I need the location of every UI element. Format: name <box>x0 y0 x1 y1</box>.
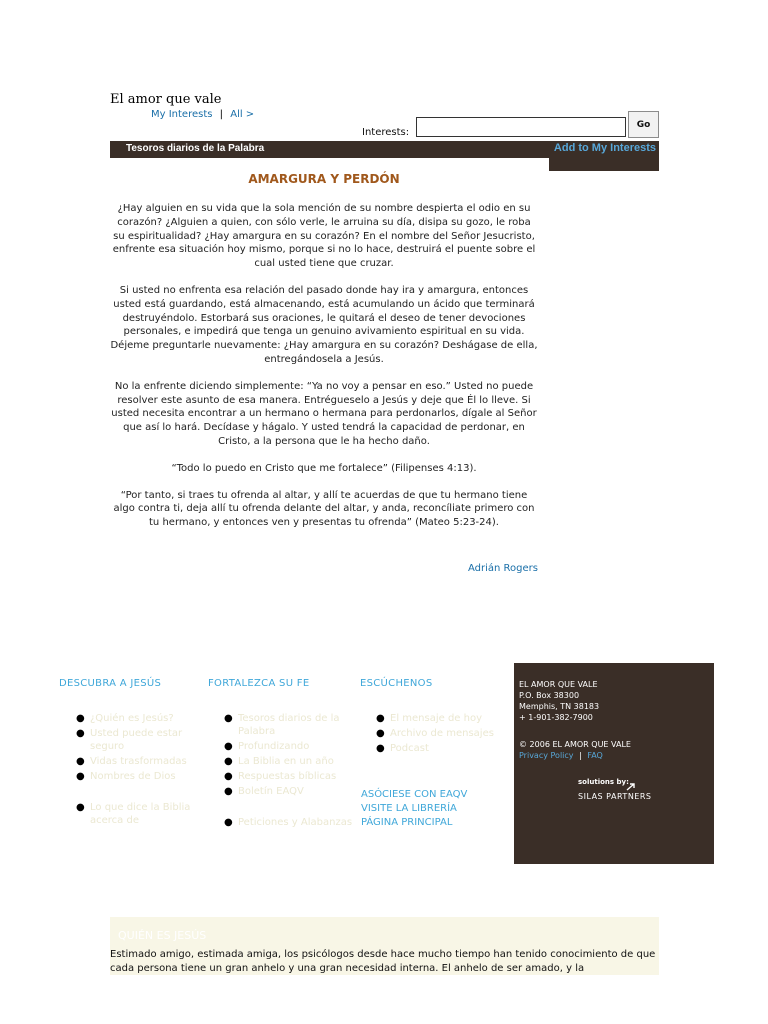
section-title: Tesoros diarios de la Palabra <box>126 143 265 154</box>
footer-link[interactable]: ● Usted puede estar seguro <box>76 728 183 752</box>
partner-logo[interactable]: SILAS PARTNERS <box>578 792 652 801</box>
footer-link[interactable]: ● ¿Quién es Jesús? <box>76 713 174 724</box>
bullet-icon: ● <box>76 802 85 813</box>
interests-label: Interests: <box>362 127 410 138</box>
article-paragraph: “Por tanto, si traes tu ofrenda al altar, y allí te acuerdas de que tu hermano tiene algo contra ti, deja allí tu ofrenda delante del altar, y anda, reconcíliate primero con tu hermano, y entonces ven y presentas tu ofrenda” (Mateo 5:23-24). <box>113 489 535 529</box>
privacy-link[interactable]: Privacy Policy <box>519 751 574 760</box>
footer-list-faith <box>222 712 354 831</box>
interests-input[interactable] <box>416 117 626 137</box>
footer-link[interactable]: ● Vidas trasformadas <box>76 756 187 767</box>
footer-link[interactable]: ● Lo que dice la Biblia acerca de <box>76 802 191 826</box>
po-box: P.O. Box 38300 <box>519 691 580 700</box>
footer-link[interactable]: ● Nombres de Dios <box>76 771 176 782</box>
footer-link[interactable]: ● El mensaje de hoy <box>376 713 483 724</box>
bullet-icon: ● <box>224 756 233 767</box>
featured-text: Estimado amigo, estimada amiga, los psicólogos desde hace mucho tiempo han tenido conocimiento de que cada persona tiene un gran anhelo y una gran necesidad interna. El anhelo de ser amado, y la <box>110 949 656 974</box>
phone: + 1-901-382-7900 <box>519 713 593 722</box>
bullet-icon: ● <box>224 786 233 797</box>
footer-link[interactable]: ● Tesoros diarios de la Palabra <box>224 713 340 737</box>
bullet-icon: ● <box>376 743 385 754</box>
footer-link[interactable]: ● Boletín EAQV <box>224 786 304 797</box>
bullet-icon: ● <box>224 771 233 782</box>
bullet-icon: ● <box>376 713 385 724</box>
footer-heading-discover[interactable]: DESCUBRA A JESÚS <box>59 678 162 689</box>
article-body <box>110 202 538 543</box>
bullet-icon: ● <box>76 771 85 782</box>
go-button[interactable]: Go <box>628 111 659 138</box>
join-link[interactable]: ASÓCIESE CON EAQV <box>361 789 468 800</box>
contact-box <box>514 663 714 864</box>
featured-heading[interactable]: QUIÉN ES JESÚS <box>118 929 207 942</box>
footer-list-listen <box>374 712 506 757</box>
bullet-icon: ● <box>224 713 233 724</box>
section-bar <box>110 141 659 171</box>
policy-separator: | <box>579 751 582 760</box>
footer-heading-listen[interactable]: ESCÚCHENOS <box>360 678 433 689</box>
footer-list-discover <box>74 712 206 829</box>
copyright: © 2006 EL AMOR QUE VALE <box>519 740 631 749</box>
footer-link[interactable]: ● Respuestas bíblicas <box>224 771 337 782</box>
my-interests-link[interactable]: My Interests <box>151 109 213 120</box>
arrow-icon <box>626 783 636 791</box>
bullet-icon: ● <box>376 728 385 739</box>
site-title: El amor que vale <box>110 92 222 107</box>
footer-heading-faith[interactable]: FORTALEZCA SU FE <box>208 678 310 689</box>
article-author[interactable]: Adrián Rogers <box>468 563 538 574</box>
bullet-icon: ● <box>224 817 233 828</box>
footer-main-links <box>361 788 467 830</box>
bookstore-link[interactable]: VISITE LA LIBRERÍA <box>361 803 457 814</box>
faq-link[interactable]: FAQ <box>587 751 603 760</box>
policy-links <box>519 750 631 761</box>
home-link[interactable]: PÁGINA PRINCIPAL <box>361 817 453 828</box>
solutions-label: solutions by: <box>578 778 629 786</box>
bar-tab-fill <box>110 158 549 171</box>
interest-nav <box>151 109 254 120</box>
footer-link[interactable]: ● La Biblia en un año <box>224 756 334 767</box>
bullet-icon: ● <box>76 713 85 724</box>
footer-link[interactable]: ● Podcast <box>376 743 429 754</box>
article-paragraph: ¿Hay alguien en su vida que la sola mención de su nombre despierta el odio en su corazón? ¿Alguien a quien, con sólo verle, le arruina su día, disipa su gozo, le roba su espiritualidad? ¿Hay amargura en su corazón? En el nombre del Señor Jesucristo, enfrente esa situación hoy mismo, porque si no lo hace, destruirá el puente sobre el cual usted tiene que cruzar. <box>112 203 536 270</box>
city: Memphis, TN 38183 <box>519 702 600 711</box>
contact-info <box>519 679 631 761</box>
bullet-icon: ● <box>76 728 85 739</box>
article-paragraph: Si usted no enfrenta esa relación del pasado donde hay ira y amargura, entonces usted está guardando, está almacenando, está acumulando un ácido que terminará destruyéndolo. Estorbará sus oraciones, le quitará el deseo de tener devociones personales, e impedirá que tenga un genuino avivamiento espiritual en su vida. Déjeme preguntarle nuevamente: ¿Hay amargura en su corazón? Deshágase de ella, entregándosela a Jesús. <box>110 284 538 365</box>
bullet-icon: ● <box>76 756 85 767</box>
footer-link[interactable]: ● Archivo de mensajes <box>376 728 494 739</box>
article-title: AMARGURA Y PERDÓN <box>248 172 400 186</box>
bullet-icon: ● <box>224 741 233 752</box>
article-paragraph: No la enfrente diciendo simplemente: “Ya no voy a pensar en eso.” Usted no puede resolver este asunto de esa manera. Entrégueselo a Jesús y deje que Él lo lleve. Si usted necesita encontrar a un hermano o hermana para perdonarlos, dígale al Señor que así lo hará. Decídase y hágalo. Y usted tendrá la capacidad de perdonar, en Cristo, a la persona que le ha hecho daño. <box>111 380 537 447</box>
add-to-interests-link[interactable]: Add to My Interests <box>553 142 656 154</box>
footer-link[interactable]: ● Peticiones y Alabanzas <box>224 817 353 828</box>
org-name: EL AMOR QUE VALE <box>519 680 598 689</box>
all-link[interactable]: All > <box>230 109 255 120</box>
nav-separator: | <box>219 109 224 120</box>
footer-link[interactable]: ● Profundizando <box>224 741 310 752</box>
article-paragraph: “Todo lo puedo en Cristo que me fortalece” (Filipenses 4:13). <box>171 462 477 474</box>
